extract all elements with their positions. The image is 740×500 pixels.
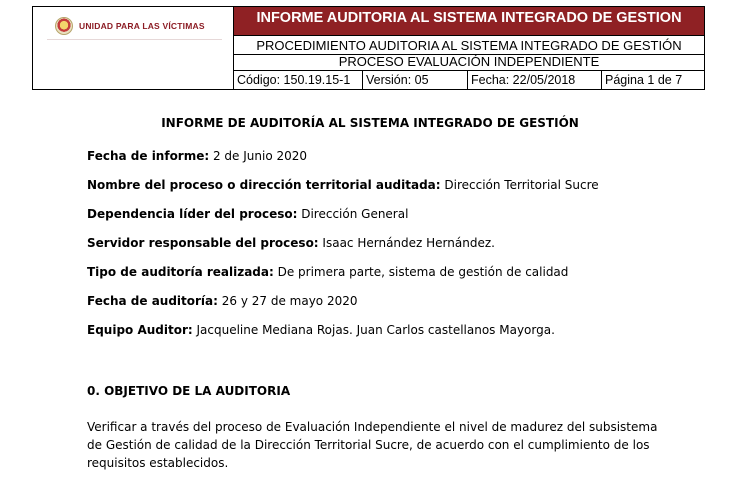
field-label: Servidor responsable del proceso: (87, 236, 319, 250)
field-value: Dirección Territorial Sucre (440, 178, 599, 192)
header-page: Página 1 de 7 (605, 73, 683, 87)
field-value: Jacqueline Mediana Rojas. Juan Carlos castellanos Mayorga. (192, 323, 555, 337)
header-meta-row (234, 70, 704, 89)
section-heading-objective: 0. OBJETIVO DE LA AUDITORIA (87, 384, 291, 398)
header-procedure: PROCEDIMIENTO AUDITORIA AL SISTEMA INTEGRADO DE GESTIÓN (234, 36, 704, 55)
coat-of-arms-icon (55, 17, 73, 35)
header-title: INFORME AUDITORIA AL SISTEMA INTEGRADO DE GESTION (234, 7, 704, 36)
field-value: 2 de Junio 2020 (209, 149, 308, 163)
field-value: De primera parte, sistema de gestión de calidad (273, 265, 569, 279)
header-process: PROCESO EVALUACIÓN INDEPENDIENTE (338, 54, 600, 69)
header-code: Código: 150.19.15-1 (234, 71, 363, 89)
field-responsible-server (87, 236, 495, 250)
field-lead-dependency (87, 207, 408, 221)
field-label: Fecha de auditoría: (87, 294, 218, 308)
field-value: 26 y 27 de mayo 2020 (217, 294, 358, 308)
header-info (234, 7, 704, 89)
document-title: INFORME DE AUDITORÍA AL SISTEMA INTEGRADO DE GESTIÓN (161, 116, 579, 130)
logo-underline (47, 39, 222, 40)
document-header (32, 6, 705, 90)
field-label: Fecha de informe: (87, 149, 210, 163)
field-label: Dependencia líder del proceso: (87, 207, 298, 221)
field-value: Dirección General (297, 207, 409, 221)
objective-paragraph: Verificar a través del proceso de Evaluación Independiente el nivel de madurez del subsistema de Gestión de calidad de la Dirección Territorial Sucre, de acuerdo con el cumplimiento de los requisitos establecidos. (87, 420, 658, 470)
field-label: Tipo de auditoría realizada: (87, 265, 274, 279)
header-date: Fecha: 22/05/2018 (468, 71, 602, 89)
logo-text: UNIDAD PARA LAS VÍCTIMAS (79, 21, 205, 31)
logo (55, 17, 205, 35)
field-audit-date (87, 294, 358, 308)
header-version: Versión: 05 (363, 71, 468, 89)
field-value: Isaac Hernández Hernández. (318, 236, 495, 250)
field-audit-type (87, 265, 568, 279)
field-label: Nombre del proceso o dirección territorial auditada: (87, 178, 441, 192)
field-label: Equipo Auditor: (87, 323, 193, 337)
field-audit-team (87, 323, 555, 337)
field-report-date (87, 149, 307, 163)
field-process-name (87, 178, 599, 192)
logo-cell (33, 7, 234, 89)
